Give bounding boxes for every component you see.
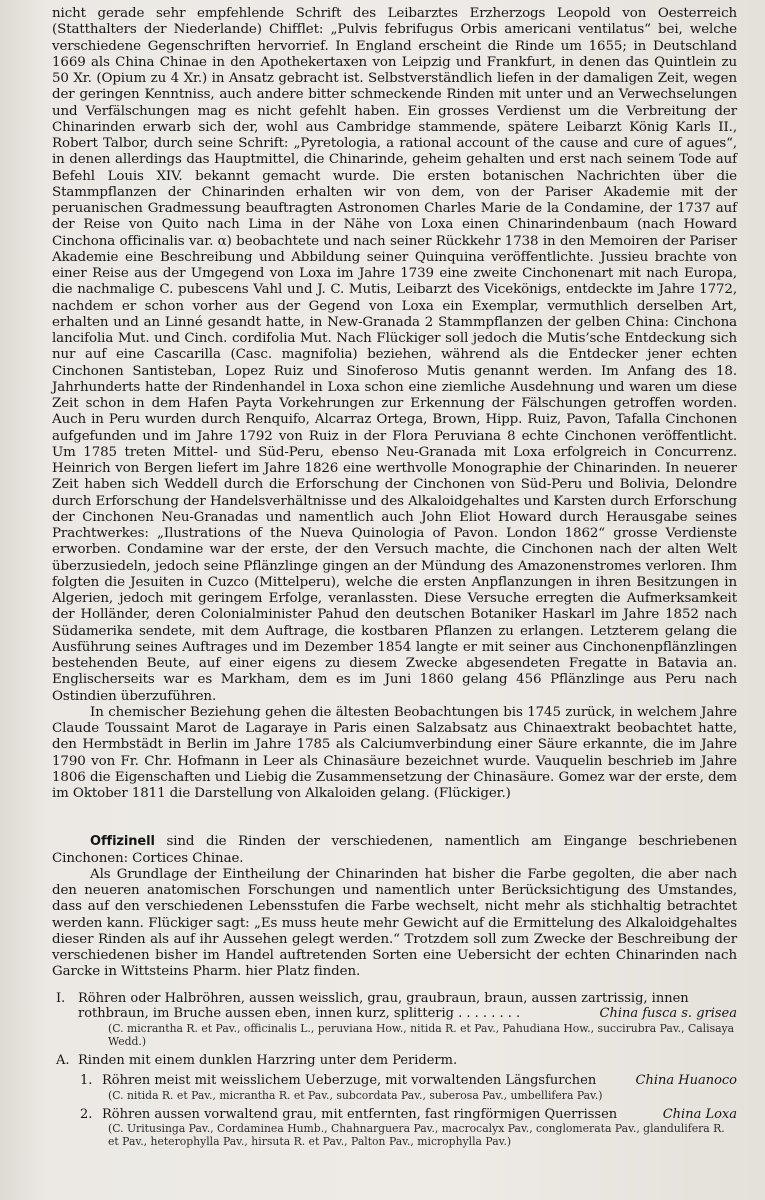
- list-item-I: [52, 991, 737, 1022]
- list-item-text: Röhren meist mit weisslichem Ueberzuge, mit vorwaltenden Längsfurchen: [102, 1073, 597, 1088]
- list-item-1: [52, 1073, 737, 1089]
- drug-name: China Huanoco: [635, 1073, 737, 1088]
- classification-list: [52, 991, 737, 1149]
- list-number: A.: [56, 1052, 70, 1068]
- offizinell-text: sind die Rinden der verschiedenen, namentlich am Eingange beschriebenen Cinchonen: Cortices Chinae.: [52, 834, 737, 866]
- list-item-text: Röhren aussen vorwaltend grau, mit entfernten, fast ringförmigen Querrissen: [102, 1106, 618, 1122]
- synonym-line: (C. Uritusinga Pav., Cordaminea Humb., Chahnarguera Pav., macrocalyx Pav., conglomerata Pav., glandulifera R. et Pav., heterophylla Pav., hirsuta R. et Pav., Palton Pav., microphylla Pav.): [108, 1122, 725, 1148]
- offizinell-heading: Offizinell: [90, 834, 155, 850]
- classification-intro-paragraph: Als Grundlage der Eintheilung der Chinarinden hat bisher die Farbe gegolten, die aber nach den neueren anatomischen Forschungen und namentlich unter Berücksichtigung des Umstandes, dass auf den verschiedenen Lebensstufen die Farbe wechselt, nicht mehr als stichhaltig betrachtet werden kann. Flückiger sagt: „Es muss heute mehr Gewicht auf die Ermittelung des Alkaloidgehaltes dieser Rinden als auf ihr Aussehen gelegt werden.“ Trotzdem soll zum Zwecke der Beschreibung der verschiedenen bisher im Handel auftretenden Sorten eine Uebersicht der echten Chinarinden nach Garcke in Wittsteins Pharm. hier Platz finden.: [52, 866, 737, 980]
- drug-name: China fusca s. grisea: [599, 1006, 737, 1021]
- list-item-text: Röhren oder Halbröhren, aussen weisslich, grau, graubraun, braun, aussen zartrissig, innen rothbraun, im Bruche aussen eben, innen kurz, splitterig . . . . . . . .: [78, 990, 689, 1021]
- list-number: 1.: [80, 1073, 93, 1088]
- section-gap: [52, 802, 737, 834]
- list-item-2: [52, 1107, 737, 1123]
- list-number: I.: [56, 990, 66, 1006]
- list-item-A: [52, 1053, 737, 1069]
- list-number: 2.: [80, 1106, 93, 1122]
- synonym-line: (C. nitida R. et Pav., micrantha R. et Pav., subcordata Pav., suberosa Pav., umbellifera Pav.): [108, 1088, 603, 1102]
- chemistry-paragraph: In chemischer Beziehung gehen die ältesten Beobachtungen bis 1745 zurück, in welchem Jahre Claude Toussaint Marot de Lagaraye in Paris einen Salzabsatz aus Chinaextrakt beobachtet hatte, den Hermbstädt in Berlin im Jahre 1785 als Calciumverbindung einer Säure erkannte, die im Jahre 1790 von Fr. Chr. Hofmann in Leer als Chinasäure bezeichnet wurde. Vauquelin beschrieb im Jahre 1806 die Eigenschaften und Liebig die Zusammensetzung der Chinasäure. Gomez war der erste, dem im Oktober 1811 die Darstellung von Alkaloiden gelang. (Flückiger.): [52, 704, 737, 801]
- history-paragraph: nicht gerade sehr empfehlende Schrift des Leibarztes Erzherzogs Leopold von Oesterreich (Statthalters der Niederlande) Chifflet: „Pulvis febrifugus Orbis americani ventilatus“ bei, welche verschiedene Gegenschriften hervorrief. In England erscheint die Rinde um 1655; in Deutschland 1669 als China Chinae in den Apothekertaxen von Leipzig und Frankfurt, in denen das Quintlein zu 50 Xr. (Opium zu 4 Xr.) in Ansatz gebracht ist. Selbstverständlich liefen in der damaligen Zeit, wegen der geringen Kenntniss, auch andere bitter schmeckende Rinden mit unter und an Verwechselungen und Verfälschungen mag es nicht gefehlt haben. Ein grosses Verdienst um die Verbreitung der Chinarinden erwarb sich der, wohl aus Cambridge stammende, spätere Leibarzt König Karls II., Robert Talbor, durch seine Schrift: „Pyretologia, a rational account of the cause and cure of agues“, in denen allerdings das Hauptmittel, die Chinarinde, geheim gehalten und erst nach seinem Tode auf Befehl Louis XIV. bekannt gemacht wurde. Die ersten botanischen Nachrichten über die Stammpflanzen der Chinarinden erhalten wir von dem, von der Pariser Akademie mit der peruanischen Gradmessung beauftragten Astronomen Charles Marie de la Condamine, der 1737 auf der Reise von Quito nach Lima in der Nähe von Loxa einen Chinarindenbaum (nach Howard Cinchona officinalis var. α) beobachtete und nach seiner Rückkehr 1738 in den Memoiren der Pariser Akademie eine Beschreibung und Abbildung seiner Quinquina veröffentlichte. Jussieu brachte von einer Reise aus der Umgegend von Loxa im Jahre 1739 eine zweite Cinchonenart mit nach Europa, die nachmalige C. pubescens Vahl und J. C. Mutis, Leibarzt des Vicekönigs, entdeckte im Jahre 1772, nachdem er schon vorher aus der Gegend von Loxa ein Exemplar, vermuthlich derselben Art, erhalten und an Linné gesandt hatte, in New-Granada 2 Stammpflanzen der gelben China: Cinchona lancifolia Mut. und Cinch. cordifolia Mut. Nach Flückiger soll jedoch die Mutis’sche Entdeckung sich nur auf eine Cascarilla (Casc. magnifolia) beziehen, während als die Entdecker jener echten Cinchonen Santisteban, Lopez Ruiz und Sinoferoso Mutis genannt werden. Im Anfang des 18. Jahrhunderts hatte der Rindenhandel in Loxa schon eine ziemliche Ausdehnung und waren um diese Zeit schon in dem Hafen Payta Vorkehrungen zur Erkennung der Fälschungen getroffen worden. Auch in Peru wurden durch Renquifo, Alcarraz Ortega, Brown, Hipp. Ruiz, Pavon, Tafalla Cinchonen aufgefunden und im Jahre 1792 von Ruiz in der Flora Peruviana 8 echte Cinchonen veröffentlicht. Um 1785 treten Mittel- und Süd-Peru, ebenso Neu-Granada mit Loxa erfolgreich in Concurrenz. Heinrich von Bergen liefert im Jahre 1826 eine werthvolle Monographie der Chinarinden. In neuerer Zeit haben sich Weddell durch die Erforschung der Cinchonen von Süd-Peru und Bolivia, Delondre durch Erforschung der Handelsverhältnisse und des Alkaloidgehaltes und Karsten durch Erforschung der Cinchonen Neu-Granadas und namentlich auch John Eliot Howard durch Herausgabe seines Prachtwerkes: „Ilustrations of the Nueva Quinologia of Pavon. London 1862“ grosse Verdienste erworben. Condamine war der erste, der den Versuch machte, die Cinchonen nach der alten Welt überzusiedeln, jedoch seine Pflänzlinge gingen an der Mündung des Amazonenstromes verloren. Ihm folgten die Jesuiten in Cuzco (Mittelperu), welche die ersten Anpflanzungen in ihren Besitzungen in Algerien, jedoch mit geringem Erfolge, veranlassten. Diese Versuche erregten die Aufmerksamkeit der Holländer, deren Colonialminister Pahud den deutschen Botaniker Haskarl im Jahre 1852 nach Südamerika sendete, mit dem Auftrage, die kostbaren Pflanzen zu erlangen. Letzterem gelang die Ausführung seines Auftrages und im Dezember 1854 langte er mit seiner aus Cinchonenpflänzlingen bestehenden Beute, auf einer eigens zu diesem Zwecke abgesendeten Fregatte in Batavia an. Englischerseits war es Markham, dem es im Juni 1860 gelang 456 Pflänzlinge aus Peru nach Ostindien überzuführen.: [52, 6, 737, 704]
- drug-name: China Loxa: [662, 1106, 737, 1122]
- synonym-line: (C. micrantha R. et Pav., officinalis L., peruviana How., nitida R. et Pav., Pahudiana How., succirubra Pav., Calisaya Wedd.): [108, 1021, 735, 1048]
- offizinell-paragraph: [52, 834, 737, 867]
- list-item-text: Rinden mit einem dunklen Harzring unter dem Periderm.: [78, 1052, 458, 1068]
